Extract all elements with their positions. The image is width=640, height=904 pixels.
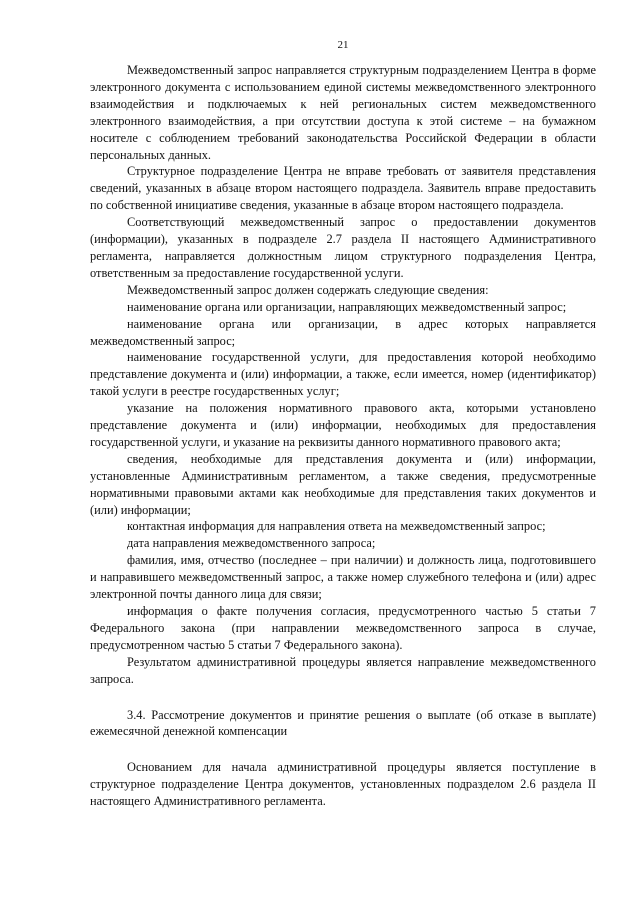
list-item-requesting-body: наименование органа или организации, направляющих межведомственный запрос; (127, 299, 567, 314)
page-number: 21 (337, 39, 349, 51)
paragraph-procedure-basis: Основанием для начала административной процедуры является поступление в структурное подразделение Центра документов, установленных подразделом 2.6 раздела II настоящего Административного регламента. (90, 760, 596, 809)
list-item-consent-info: информация о факте получения согласия, предусмотренного частью 5 статьи 7 Федерального закона (при направлении межведомственного запроса в случае, предусмотренном частью 5 статьи 7 Федерального закона). (90, 604, 596, 652)
list-item-legal-act-reference: указание на положения нормативного правового акта, которыми установлено представление документа и (или) информации, необходимых для предоставления государственной услуги, и указание на реквизиты данного нормативного правового акта; (90, 401, 596, 449)
list-item-official-details: фамилия, имя, отчество (последнее – при наличии) и должность лица, подготовившего и направившего межведомственный запрос, а также номер служебного телефона и (или) адрес электронной почты данного лица для связи; (90, 553, 596, 602)
spacer (90, 740, 596, 759)
spacer (90, 688, 596, 707)
list-item-request-date: дата направления межведомственного запроса; (127, 536, 376, 551)
paragraph-interagency-request-form: Межведомственный запрос направляется структурным подразделением Центра в форме электронного документа с использованием единой системы межведомственного электронного взаимодействия и подключаемых к ней региональных систем межведомственного электронного взаимодействия, а при отсутствии доступа к этой системе – на бумажном носителе с соблюдением требований законодательства Российской Федерации в области персональных данных. (90, 63, 596, 162)
list-item-contact-info: контактная информация для направления ответа на межведомственный запрос; (127, 519, 546, 534)
paragraph-request-sent-by-official: Соответствующий межведомственный запрос о предоставлении документов (информации), указанных в подразделе 2.7 раздела II настоящего Административного регламента, направляется должностным лицом структурного подразделения Центра, ответственным за предоставление государственной услуги. (90, 215, 596, 280)
document-body (90, 62, 596, 810)
paragraph-request-contents-intro: Межведомственный запрос должен содержать следующие сведения: (127, 282, 489, 297)
paragraph-procedure-result: Результатом административной процедуры является направление межведомственного запроса. (90, 654, 596, 686)
list-item-service-name: наименование государственной услуги, для предоставления которой необходимо представление документа и (или) информации, а также, если имеется, номер (идентификатор) такой услуги в реестре государственных услуг; (90, 350, 596, 399)
list-item-required-information: сведения, необходимые для представления документа и (или) информации, установленные Административным регламентом, а также сведения, предусмотренные нормативными правовыми актами как необходимые для представления таких документов и (или) информации; (90, 451, 596, 517)
list-item-addressee-body: наименование органа или организации, в адрес которых направляется межведомственный запрос; (90, 316, 596, 348)
paragraph-no-demand-from-applicant: Структурное подразделение Центра не вправе требовать от заявителя представления сведений, указанных в абзаце втором настоящего подраздела. Заявитель вправе предоставить по собственной инициативе сведения, указанные в абзаце втором настоящего подраздела. (90, 164, 596, 213)
section-heading: 3.4. Рассмотрение документов и принятие решения о выплате (об отказе в выплате) ежемесячной денежной компенсации (90, 707, 596, 739)
